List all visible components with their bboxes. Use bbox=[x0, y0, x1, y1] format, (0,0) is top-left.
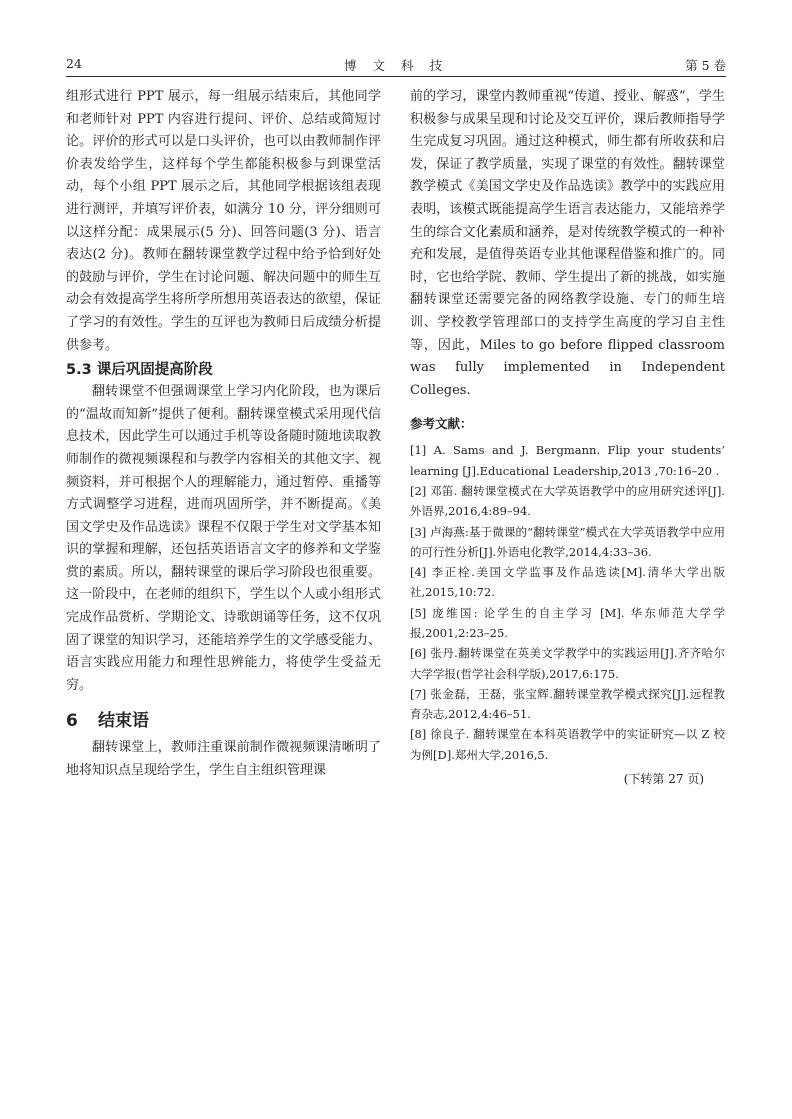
chapter-title: 结束语 bbox=[98, 711, 149, 732]
reference-item: [5] 庞维国: 论学生的自主学习 [M]. 华东师范大学学报,2001,2:23–25. bbox=[410, 605, 725, 640]
volume-label: 第 5 卷 bbox=[685, 58, 726, 73]
left-column bbox=[66, 86, 381, 783]
paragraph-conclusion-cont: 前的学习，课堂内教师重视“传道、授业、解惑”，学生积极参与成果呈现和讨论及交互评价，课后教师指导学生完成复习巩固。通过这种模式，师生都有所收获和启发，保证了教学质量，实现了课堂的有效性。翻转课堂教学模式《美国文学史及作品选读》教学中的实践应用表明，该模式既能提高学生语言表达能力，又能培养学生的综合文化素质和涵养，是对传统教学模式的一种补充和发展，是值得英语专业其他课程借鉴和推广的。同时，它也给学院、教师、学生提出了新的挑战，如实施翻转课堂还需要完备的网络教学设施、专门的师生培训、学校教学管理部口的支持学生高度的学习自主性等，因此，Miles to go before flipped classroom was fully implemented in Independent Colleges. bbox=[410, 89, 725, 398]
references-list bbox=[410, 440, 725, 765]
reference-item: [2] 邓笛. 翻转课堂模式在大学英语教学中的应用研究述评[J].外语界,2016,4:89–94. bbox=[410, 483, 725, 519]
paragraph-evaluation: 组形式进行 PPT 展示，每一组展示结束后，其他同学和老师针对 PPT 内容进行提问、评价、总结或简短讨论。评价的形式可以是口头评价，也可以由教师制作评价表发给学生，这样每个学生都能积极参与到课堂活动，每个小组 PPT 展示之后，其他同学根据该组表现进行测评，并填写评价表，如满分 10 分，评分细则可以这样分配：成果展示(5 分)、回答问题(3 分)、语言表达(2 分)。教师在翻转课堂教学过程中给予恰到好处的鼓励与评价，学生在讨论问题、解决问题中的师生互动会有效提高学生将所学所想用英语表达的欲望，保证了学习的有效性。学生的互评也为教师日后成绩分析提供参考。 bbox=[66, 89, 381, 353]
page-number: 24 bbox=[66, 56, 82, 71]
references-heading: 参考文献： bbox=[410, 416, 473, 432]
reference-item: [7] 张金磊，王磊，张宝辉.翻转课堂教学模式探究[J].远程教育杂志,2012,4:46–51. bbox=[410, 686, 725, 722]
right-column bbox=[410, 86, 725, 765]
section-heading-5-3: 5.3 课后巩固提高阶段 bbox=[66, 362, 213, 379]
paragraph-conclusion-start: 翻转课堂上，教师注重课前制作微视频课清晰明了地将知识点呈现给学生，学生自主组织管理课 bbox=[66, 740, 381, 779]
paragraph-after-class: 翻转课堂不但强调课堂上学习内化阶段，也为课后的“温故而知新”提供了便利。翻转课堂模式采用现代信息技术，因此学生可以通过手机等设备随时随地读取教师制作的微视频课程和与教学内容相关的其他文字、视频资料，并可根据个人的理解能力，通过暂停、重播等方式调整学习进程，进而巩固所学，并不断提高。《美国文学史及作品选读》课程不仅限于学生对文学基本知识的掌握和理解，还包括英语语言文字的修养和文学鉴赏的素质。所以，翻转课堂的课后学习阶段也很重要。这一阶段中，在老师的组织下，学生以个人或小组形式完成作品赏析、学期论文、诗歌朗诵等任务，这不仅巩固了课堂的知识学习，还能培养学生的文学感受能力、语言实践应用能力和理性思辨能力，将使学生受益无穷。 bbox=[66, 384, 381, 693]
journal-title: 博 文 科 技 bbox=[344, 58, 448, 73]
reference-item: [4] 李正栓.美国文学监事及作品选读[M].清华大学出版社,2015,10:72. bbox=[410, 565, 725, 600]
reference-item: [8] 徐良子. 翻转课堂在本科英语教学中的实证研究—以 Z 校为例[D].郑州大学,2016,5. bbox=[410, 727, 725, 762]
reference-item: [6] 张丹.翻转课堂在英美文学教学中的实践运用[J].齐齐哈尔大学学报(哲学社会科学版),2017,6:175. bbox=[410, 646, 725, 681]
page-header bbox=[66, 54, 726, 77]
continued-note: (下转第 27 页) bbox=[623, 772, 704, 786]
reference-item: [1] A. Sams and J. Bergmann. Flip your students’ learning [J].Educational Leadership,2013 ,70:16–20 . bbox=[410, 443, 725, 478]
reference-item: [3] 卢海燕:基于微课的“翻转课堂”模式在大学英语教学中应用的可行性分析[J].外语电化教学,2014,4:33–36. bbox=[410, 524, 725, 559]
chapter-heading bbox=[66, 709, 381, 733]
chapter-number: 6 bbox=[66, 711, 78, 732]
